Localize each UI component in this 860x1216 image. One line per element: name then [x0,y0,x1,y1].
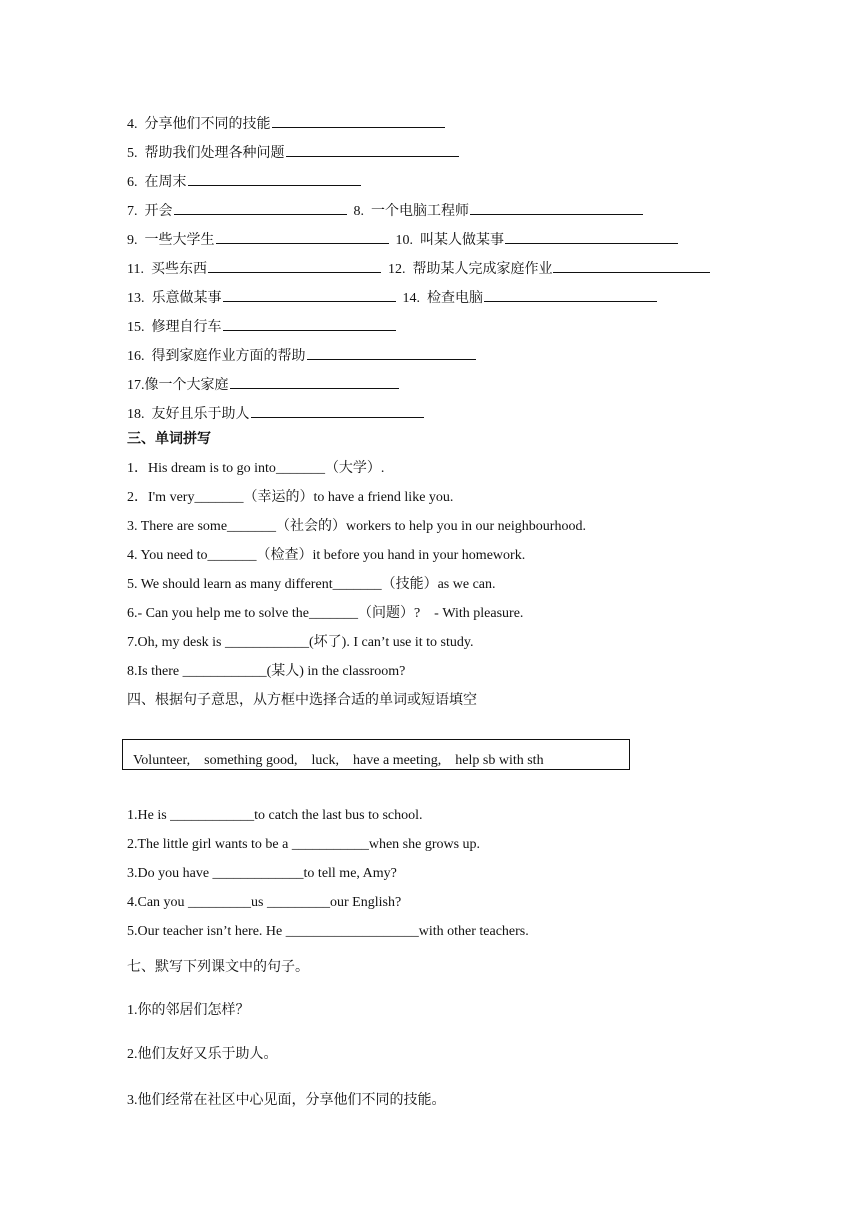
spelling-blank[interactable]: _______ [332,577,382,592]
spelling-blank[interactable]: _______ [207,548,257,563]
fill-item-2[interactable]: 2.The little girl wants to be a ___________when she grows up. [127,837,481,852]
spelling-blank[interactable]: ____________ [225,635,309,650]
fill-item-3[interactable]: 3.Do you have _____________to tell me, Amy? [127,866,397,881]
spelling-blank[interactable]: ____________ [182,664,267,679]
fill-item-1[interactable]: 1.He is ____________to catch the last bus to school. [127,808,423,823]
answer-blank[interactable] [230,374,399,389]
phrase-9-10: 9. 一些大学生 10. 叫某人做某事 [127,229,678,250]
spelling-item-5: 5. We should learn as many different_______（技能）as we can. [127,577,496,592]
spelling-item-2: 2．I'm very_______（幸运的）to have a friend like you. [127,490,454,505]
answer-blank[interactable] [188,171,361,186]
phrase-5: 5. 帮助我们处理各种问题 [127,142,459,163]
answer-blank[interactable] [484,287,657,302]
spelling-item-3: 3. There are some_______（社会的）workers to help you in our neighbourhood. [127,519,586,534]
answer-blank[interactable] [216,229,389,244]
answer-blank[interactable] [505,229,678,244]
phrase-6: 6. 在周末 [127,171,361,192]
phrase-7-8: 7. 开会 8. 一个电脑工程师 [127,200,643,221]
answer-blank[interactable] [208,258,381,273]
spelling-blank[interactable]: _______ [308,606,358,621]
answer-blank[interactable] [307,345,476,360]
phrase-18: 18. 友好且乐于助人 [127,403,424,424]
spelling-item-4: 4. You need to_______（检查）it before you hand in your homework. [127,548,526,563]
dictation-item-2: 2.他们友好又乐于助人。 [127,1047,278,1062]
answer-blank[interactable] [223,316,396,331]
section-4-heading: 四、根据句子意思，从方框中选择合适的单词或短语填空 [127,693,477,708]
answer-blank[interactable] [223,287,396,302]
phrase-13-14: 13. 乐意做某事 14. 检查电脑 [127,287,657,308]
spelling-blank[interactable]: _______ [227,519,277,534]
spelling-item-7: 7.Oh, my desk is ____________(坏了). I can’t use it to study. [127,635,474,650]
section-3-heading: 三、单词拼写 [127,432,211,447]
spelling-item-1: 1．His dream is to go into_______（大学）. [127,461,385,476]
dictation-item-3: 3.他们经常在社区中心见面，分享他们不同的技能。 [127,1093,446,1108]
section-7-heading: 七、默写下列课文中的句子。 [127,960,309,975]
spelling-item-8: 8.Is there ____________(某人) in the classroom? [127,664,406,679]
phrase-17: 17.像一个大家庭 [127,374,399,395]
spelling-blank[interactable]: _______ [275,461,325,476]
spelling-item-6: 6.- Can you help me to solve the_______（问题）? - With pleasure. [127,606,524,621]
phrase-11-12: 11. 买些东西 12. 帮助某人完成家庭作业 [127,258,710,279]
dictation-item-1: 1.你的邻居们怎样？ [127,1003,250,1018]
answer-blank[interactable] [470,200,643,215]
fill-item-5[interactable]: 5.Our teacher isn’t here. He ___________________with other teachers. [127,924,529,939]
answer-blank[interactable] [286,142,459,157]
phrase-15: 15. 修理自行车 [127,316,396,337]
answer-blank[interactable] [553,258,710,273]
answer-blank[interactable] [272,113,445,128]
phrase-4: 4. 分享他们不同的技能 [127,113,445,134]
phrase-16: 16. 得到家庭作业方面的帮助 [127,345,476,366]
answer-blank[interactable] [251,403,424,418]
answer-blank[interactable] [174,200,347,215]
word-box-options: Volunteer, something good, luck, have a meeting, help sb with sth [133,753,544,768]
spelling-blank[interactable]: _______ [194,490,244,505]
word-box [122,739,630,770]
fill-item-4[interactable]: 4.Can you _________us _________our English? [127,895,402,910]
